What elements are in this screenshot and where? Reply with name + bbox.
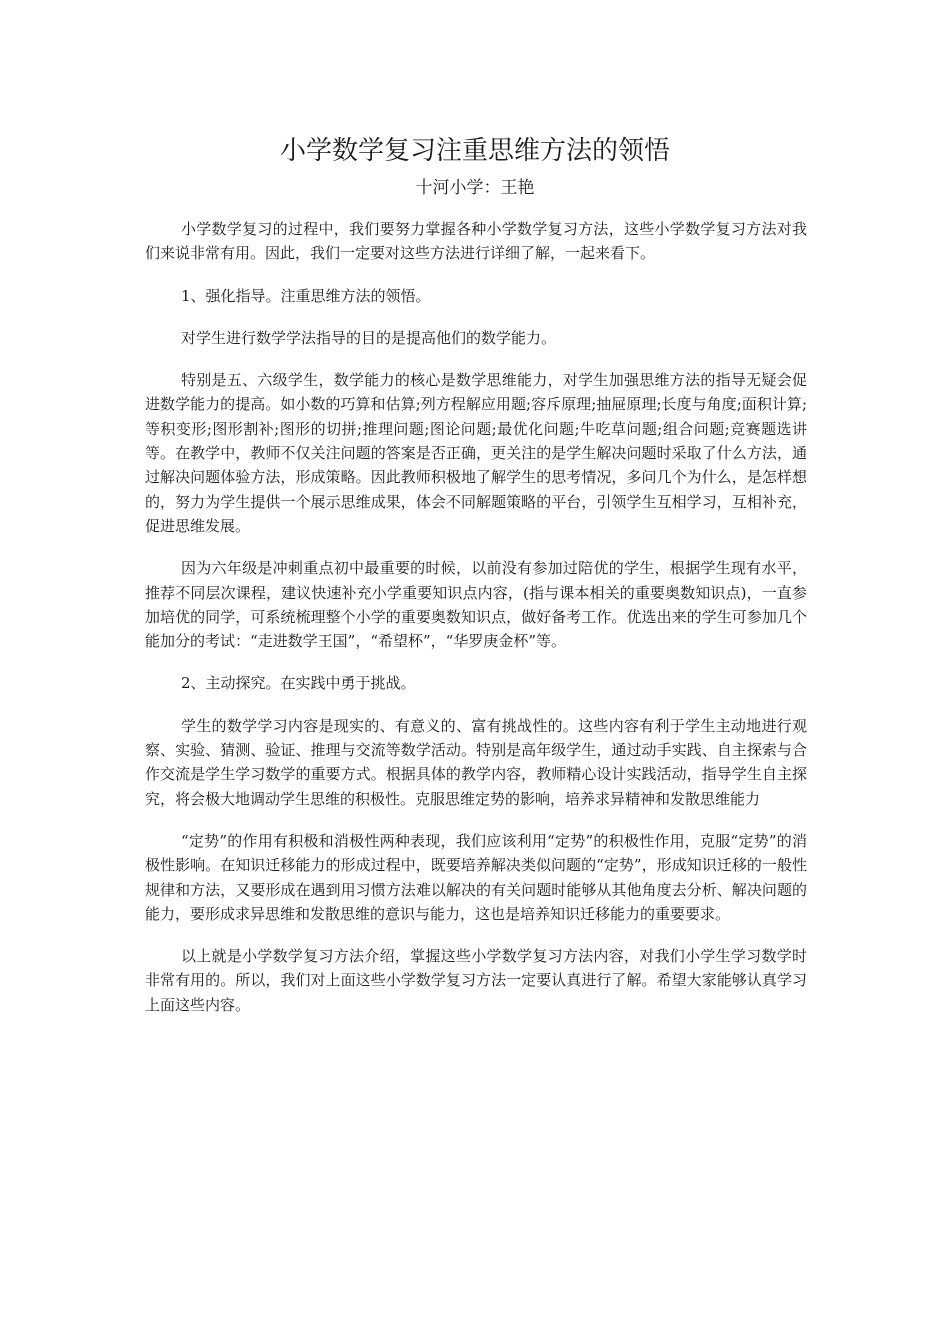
paragraph: 特别是五、六级学生，数学能力的核心是数学思维能力，对学生加强思维方法的指导无疑会促进数学能力的提高。如小数的巧算和估算;列方程解应用题;容斥原理;抽屉原理;长度与角度;面积计算;等积变形;图形割补;图形的切拼;推理问题;图论问题;最优化问题;牛吃草问题;组合问题;竞赛题选讲等。在教学中，教师不仅关注问题的答案是否正确，更关注的是学生解决问题时采取了什么方法，通过解决问题体验方法，形成策略。因此教师积极地了解学生的思考情况，多问几个为什么，是怎样想的，努力为学生提供一个展示思维成果，体会不同解题策略的平台，引领学生互相学习，互相补充，促进思维发展。 (145, 371, 807, 535)
paragraph-intro: 小学数学复习的过程中，我们要努力掌握各种小学数学复习方法，这些小学数学复习方法对我们来说非常有用。因此，我们一定要对这些方法进行详细了解，一起来看下。 (145, 220, 807, 263)
section-heading-1: 1、强化指导。注重思维方法的领悟。 (181, 286, 431, 305)
document-body (145, 217, 807, 1035)
paragraph: “定势”的作用有积极和消极性两种表现，我们应该利用“定势”的积极性作用，克服“定势”的消极性影响。在知识迁移能力的形成过程中，既要培养解决类似问题的“定势”，形成知识迁移的一般性规律和方法，又要形成在遇到用习惯方法难以解决的有关问题时能够从其他角度去分析、解决问题的能力，要形成求异思维和发散思维的意识与能力，这也是培养知识迁移能力的重要要求。 (145, 831, 807, 923)
paragraph: 因为六年级是冲刺重点初中最重要的时候，以前没有参加过陪优的学生，根据学生现有水平，推荐不同层次课程，建议快速补充小学重要知识点内容，(指与课本相关的重要奥数知识点)，一直参加培优的同学，可系统梳理整个小学的重要奥数知识点，做好备考工作。优选出来的学生可参加几个能加分的考试：“走进数学王国”，“希望杯”，“华罗庚金杯”等。 (145, 559, 807, 651)
document-title: 小学数学复习注重思维方法的领悟 (279, 136, 670, 166)
section-heading-2: 2、主动探究。在实践中勇于挑战。 (181, 674, 416, 693)
paragraph: 学生的数学学习内容是现实的、有意义的、富有挑战性的。这些内容有利于学生主动地进行观察、实验、猜测、验证、推理与交流等数学活动。特别是高年级学生，通过动手实践、自主探索与合作交流是学生学习数学的重要方式。根据具体的教学内容，教师精心设计实践活动，指导学生自主探究，将会极大地调动学生思维的积极性。克服思维定势的影响，培养求异精神和发散思维能力 (145, 716, 807, 808)
paragraph: 对学生进行数学学法指导的目的是提高他们的数学能力。 (181, 328, 557, 347)
paragraph-conclusion: 以上就是小学数学复习方法介绍，掌握这些小学数学复习方法内容，对我们小学生学习数学时非常有用的。所以，我们对上面这些小学数学复习方法一定要认真进行了解。希望大家能够认真学习上面这些内容。 (145, 947, 807, 1014)
document-author: 十河小学：王艳 (415, 178, 535, 198)
